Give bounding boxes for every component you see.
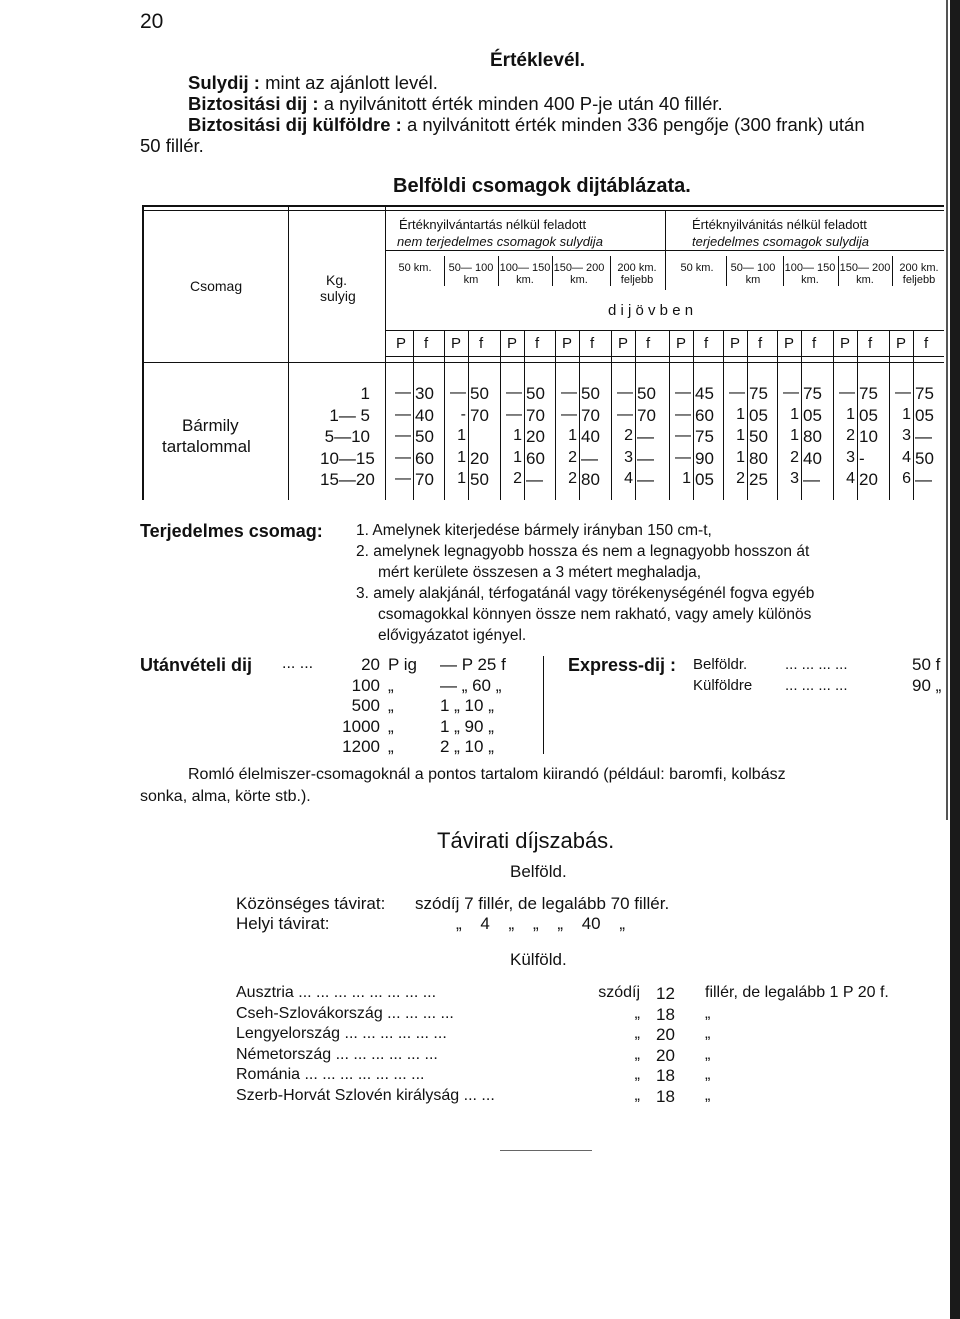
cell-filler: 75 [803, 384, 822, 403]
utanvet-mid: „ [388, 716, 394, 736]
cell-pengo: 1 [790, 405, 799, 423]
cell-pengo: — [395, 405, 411, 423]
header-f-6: f [704, 335, 709, 352]
cell-filler: 50 [637, 384, 656, 403]
express-kulfold: Külföldre [693, 677, 753, 694]
cell-pengo: 6 [902, 470, 911, 487]
pf-divider [635, 330, 636, 500]
romlo-line-1: Romló élelmiszer-csomagoknál a pontos tartalom kiirandó (például: baromfi, kolbász [188, 766, 786, 783]
cell-pengo: 1 [846, 405, 855, 423]
cell-pengo: — [561, 405, 577, 423]
helyi-label: Helyi távirat: [236, 914, 330, 933]
cell-pengo: — [395, 448, 411, 466]
pf-divider [579, 330, 580, 500]
row-label-1: Bármily [182, 416, 239, 435]
group1-head-1: Értéknyilvántartás nélkül feladott [399, 217, 587, 232]
col-kg: Kg. [326, 272, 348, 288]
utanvet-amount: 100 [351, 675, 380, 695]
cell-filler: — [581, 448, 598, 468]
cell-pengo: 1 [513, 427, 522, 444]
page-edge [950, 0, 960, 1319]
cell-filler: 75 [915, 384, 934, 403]
cell-filler: — [915, 427, 932, 446]
country-name: Románia ... ... ... ... ... ... ... [236, 1066, 425, 1083]
cell-pengo: 1 [736, 427, 745, 444]
cell-filler: 60 [415, 448, 434, 468]
country-name: Lengyelország ... ... ... ... ... ... [236, 1025, 447, 1042]
cell-pengo: 4 [846, 470, 855, 487]
header-f-2: f [479, 335, 484, 352]
country-szodij: szódíj [598, 984, 640, 1001]
cell-pengo: — [895, 384, 911, 401]
pf-divider [913, 330, 914, 500]
cell-pengo: — [675, 427, 691, 444]
utanvet-fee: — „ 60 „ [440, 675, 502, 695]
cell-filler: 60 [526, 448, 545, 468]
cell-pengo: — [395, 427, 411, 444]
cell-filler: 50 [581, 384, 600, 403]
country-rate: 20 [656, 1045, 675, 1065]
header-f-5: f [646, 335, 651, 352]
col-divider [498, 256, 499, 286]
cell-pengo: — [675, 405, 691, 423]
cell-filler: — [526, 470, 543, 489]
header-p-2: P [451, 335, 462, 352]
country-rate: 20 [656, 1025, 675, 1044]
header-p-9: P [840, 335, 851, 352]
distance-header-2-1: 50 km. [680, 262, 714, 274]
header-p-1: P [396, 335, 407, 352]
header-f-8: f [812, 335, 817, 352]
country-rate: 18 [656, 1004, 675, 1024]
cell-pengo: — [450, 384, 466, 401]
cell-filler: 50 [526, 384, 545, 403]
cell-filler: — [803, 470, 820, 489]
country-szodij: „ [634, 1086, 640, 1104]
distance-header-1-1: 50 km. [398, 262, 432, 274]
distance-header-2-5: 200 km. feljebb [899, 262, 939, 286]
biztositasi-kulfold-text: a nyilvánitott érték minden 336 pengője (300 frank) után [406, 114, 865, 135]
row-label-2: tartalommal [162, 437, 251, 456]
biztositasi-label: Biztositási dij : [188, 93, 319, 114]
col-csomag: Csomag [190, 278, 243, 294]
cell-pengo: 1 [513, 448, 522, 466]
romlo-line-2: sonka, alma, körte stb.). [140, 788, 311, 805]
cell-filler: 40 [415, 405, 434, 425]
header-f-4: f [590, 335, 595, 352]
cell-filler: 20 [470, 448, 489, 468]
utanvet-label: Utánvételi dij [140, 655, 253, 675]
cell-pengo: 3 [846, 448, 855, 466]
cell-filler: — [637, 427, 654, 446]
cell-pengo: 2 [513, 470, 522, 487]
tavirat-belfold: Belföld. [510, 862, 567, 881]
utanvet-amount: 20 [361, 655, 380, 674]
header-p-8: P [784, 335, 795, 352]
country-note: fillér, de legalább 1 P 20 f. [705, 984, 889, 1001]
biztositasi-kulfold-label: Biztositási dij külföldre : [188, 114, 402, 135]
header-f-3: f [535, 335, 540, 352]
weight-cell: 15—20 [320, 470, 375, 489]
cell-pengo: 3 [790, 470, 799, 487]
country-note: „ [705, 1004, 711, 1022]
cell-filler: — [915, 470, 932, 489]
cell-pengo: 4 [624, 470, 633, 487]
header-p-10: P [896, 335, 907, 352]
cell-filler: 05 [915, 405, 934, 425]
distance-header-1-3: 100— 150 km. [499, 262, 551, 286]
cell-pengo: 2 [736, 470, 745, 487]
express-label: Express-dij : [568, 655, 677, 675]
line-sulydij [188, 72, 438, 94]
cell-filler: 05 [859, 405, 878, 425]
group1-head-2: nem terjedelmes csomagok sulydija [397, 234, 603, 249]
cell-filler: 80 [803, 427, 822, 446]
col-divider [552, 256, 553, 286]
cell-filler: 70 [637, 405, 656, 425]
cell-filler: - [859, 448, 865, 468]
cell-filler: 80 [749, 448, 768, 468]
cell-pengo: 1 [457, 470, 466, 487]
cell-pengo: 1 [568, 427, 577, 444]
pf-divider [413, 330, 414, 500]
country-name: Szerb-Horvát Szlovén királyság ... ... [236, 1086, 495, 1104]
country-note: „ [705, 1066, 711, 1083]
cell-pengo: 1 [682, 470, 691, 487]
cell-pengo: — [839, 384, 855, 401]
country-name: Németország ... ... ... ... ... ... [236, 1045, 438, 1063]
cell-pengo: — [395, 384, 411, 401]
pf-divider [857, 330, 858, 500]
header-f-9: f [868, 335, 873, 352]
cell-filler: 75 [695, 427, 714, 446]
cell-pengo: 1 [457, 448, 466, 466]
country-rate: 12 [656, 984, 675, 1003]
utanvet-mid: „ [388, 696, 394, 715]
country-rate: 18 [656, 1086, 675, 1106]
country-szodij: „ [634, 1066, 640, 1083]
col-divider [892, 256, 893, 286]
cell-pengo: — [783, 384, 799, 401]
pf-divider [524, 330, 525, 500]
sulydij-label: Sulydij : [188, 72, 260, 93]
cell-pengo: 3 [624, 448, 633, 466]
col-divider [838, 256, 839, 286]
weight-cell: 1— 5 [329, 405, 370, 425]
sulydij-text: mint az ajánlott levél. [265, 72, 438, 93]
group2-head-2: terjedelmes csomagok sulydija [692, 234, 870, 249]
weight-cell: 1 [360, 384, 370, 403]
cell-filler: 30 [415, 384, 434, 403]
header-p-7: P [730, 335, 741, 352]
cell-filler: 75 [749, 384, 768, 403]
cell-filler: 05 [695, 470, 714, 489]
cell-pengo: — [561, 384, 577, 401]
page-title: Értéklevél. [490, 50, 586, 71]
cell-filler: 40 [581, 427, 600, 446]
cell-pengo: 2 [846, 427, 855, 444]
cell-filler: 70 [581, 405, 600, 425]
utanvet-dots: ... ... [282, 655, 314, 672]
page-edge-shadow [946, 0, 948, 820]
header-f-7: f [758, 335, 763, 352]
cell-filler: — [637, 448, 654, 468]
terjedelmes-item-2b: mért kerülete összesen a 3 métert meghaladja, [378, 564, 702, 581]
country-name: Cseh-Szlovákország ... ... ... ... [236, 1004, 454, 1022]
cell-filler: 10 [859, 427, 878, 446]
terjedelmes-item-3c: elővigyázatot igényel. [378, 627, 527, 644]
tavirat-kulfold: Külföld. [510, 950, 567, 969]
country-name: Ausztria ... ... ... ... ... ... ... ... [236, 984, 437, 1001]
cell-pengo: 2 [568, 470, 577, 487]
cell-pengo: 1 [736, 448, 745, 466]
header-f-1: f [424, 335, 429, 352]
cell-pengo: - [460, 405, 466, 423]
terjedelmes-item-3b: csomagokkal könnyen össze nem rakható, vagy amely különös [378, 606, 812, 623]
tavirat-title: Távirati díjszabás. [437, 828, 615, 853]
country-szodij: „ [634, 1004, 640, 1022]
express-belfold-val: 50 f [912, 655, 941, 674]
utanvet-fee: — P 25 f [440, 655, 506, 674]
distance-header-1-2: 50— 100 km [448, 262, 494, 286]
cell-pengo: 3 [902, 427, 911, 444]
weight-cell: 5—10 [324, 427, 370, 446]
cell-pengo: — [675, 384, 691, 401]
cell-pengo: — [675, 448, 691, 466]
col-divider [610, 256, 611, 286]
cell-filler: 60 [695, 405, 714, 425]
cell-filler: 70 [470, 405, 489, 425]
country-note: „ [705, 1086, 711, 1104]
cell-filler: 80 [581, 470, 600, 489]
terjedelmes-item-1: 1. Amelynek kiterjedése bármely irányban 150 cm-t, [356, 522, 712, 539]
utanvet-fee: 1 „ 10 „ [440, 696, 494, 715]
country-note: „ [705, 1025, 711, 1042]
cell-filler: 20 [859, 470, 878, 489]
utanvet-mid: P ig [388, 655, 417, 674]
helyi-text: „ 4 „ „ „ 40 „ [456, 914, 626, 933]
header-p-5: P [618, 335, 629, 352]
header-f-10: f [924, 335, 929, 352]
cell-filler: 20 [526, 427, 545, 446]
cell-pengo: — [617, 384, 633, 401]
cell-filler: 70 [415, 470, 434, 489]
cell-filler: 45 [695, 384, 714, 403]
country-note: „ [705, 1045, 711, 1063]
utanvet-fee: 2 „ 10 „ [440, 737, 494, 756]
utanvet-fee: 1 „ 90 „ [440, 716, 494, 736]
pf-divider [468, 330, 469, 500]
express-kulfold-val: 90 „ [912, 676, 942, 695]
distance-header-1-5: 200 km. feljebb [617, 262, 657, 286]
group2-head-1: Értéknyilvánitás nélkül feladott [692, 217, 867, 232]
pf-divider [747, 330, 748, 500]
cell-filler: 75 [859, 384, 878, 403]
cell-filler: 50 [915, 448, 934, 468]
cell-filler: 50 [415, 427, 434, 446]
terjedelmes-item-3a: 3. amely alakjánál, térfogatánál vagy törékenységénél fogva egyéb [356, 585, 815, 602]
cell-filler: 25 [749, 470, 768, 489]
country-szodij: „ [634, 1045, 640, 1063]
utanvet-amount: 500 [351, 696, 380, 715]
col-divider [783, 256, 784, 286]
cell-pengo: 1 [736, 405, 745, 423]
cell-filler: 50 [749, 427, 768, 446]
express-belfold-dots: ... ... ... ... [785, 656, 848, 673]
utanvet-mid: „ [388, 675, 394, 695]
pf-divider [693, 330, 694, 500]
terjedelmes-item-2a: 2. amelynek legnagyobb hossza és nem a legnagyobb hosszon át [356, 543, 810, 560]
cell-filler: — [637, 470, 654, 489]
cell-filler: 50 [470, 384, 489, 403]
line-fillér: 50 fillér. [140, 135, 204, 156]
cell-pengo: — [729, 384, 745, 401]
utanvet-mid: „ [388, 737, 394, 756]
cell-pengo: — [506, 384, 522, 401]
distance-header-2-4: 150— 200 km. [839, 262, 891, 286]
express-kulfold-dots: ... ... ... ... [785, 677, 848, 694]
country-rate: 18 [656, 1066, 675, 1085]
biztositasi-text: a nyilvánitott érték minden 400 P-je után 40 fillér. [323, 93, 723, 114]
cell-pengo: 1 [790, 427, 799, 444]
cell-filler: 05 [749, 405, 768, 425]
utanvet-amount: 1000 [342, 716, 380, 736]
cell-pengo: 2 [624, 427, 633, 444]
cell-pengo: 2 [568, 448, 577, 466]
table-title: Belföldi csomagok dijtáblázata. [393, 175, 691, 197]
cell-filler: 70 [526, 405, 545, 425]
cell-pengo: 1 [902, 405, 911, 423]
express-belfold: Belföldr. [693, 656, 748, 673]
header-p-4: P [562, 335, 573, 352]
cell-pengo: 4 [902, 448, 911, 466]
weight-cell: 10—15 [320, 448, 375, 468]
kozonseges-text: szódíj 7 fillér, de legalább 70 fillér. [415, 894, 670, 913]
col-sulyig: sulyig [320, 288, 356, 304]
cell-filler: 90 [695, 448, 714, 468]
kozonseges-label: Közönséges távirat: [236, 894, 386, 913]
distance-header-1-4: 150— 200 km. [553, 262, 605, 286]
dijovben: d i j ö v b e n [608, 302, 694, 319]
cell-filler: 05 [803, 405, 822, 425]
page-number: 20 [140, 10, 164, 33]
col-divider [444, 256, 445, 286]
terjedelmes-label: Terjedelmes csomag: [140, 521, 323, 541]
cell-pengo: — [617, 405, 633, 423]
distance-header-2-2: 50— 100 km [730, 262, 776, 286]
pf-divider [801, 330, 802, 500]
cell-pengo: 1 [457, 427, 466, 444]
country-szodij: „ [634, 1025, 640, 1042]
col-divider [726, 256, 727, 286]
cell-pengo: 2 [790, 448, 799, 466]
line-biztositasi [188, 93, 723, 115]
line-biztositasi-kulfold [188, 114, 865, 136]
cell-pengo: — [506, 405, 522, 423]
header-p-6: P [676, 335, 687, 352]
cell-filler: 40 [803, 448, 822, 468]
utanvet-amount: 1200 [342, 737, 380, 756]
cell-filler: 50 [470, 470, 489, 489]
header-p-3: P [507, 335, 518, 352]
cell-pengo: — [395, 470, 411, 487]
distance-header-2-3: 100— 150 km. [784, 262, 836, 286]
